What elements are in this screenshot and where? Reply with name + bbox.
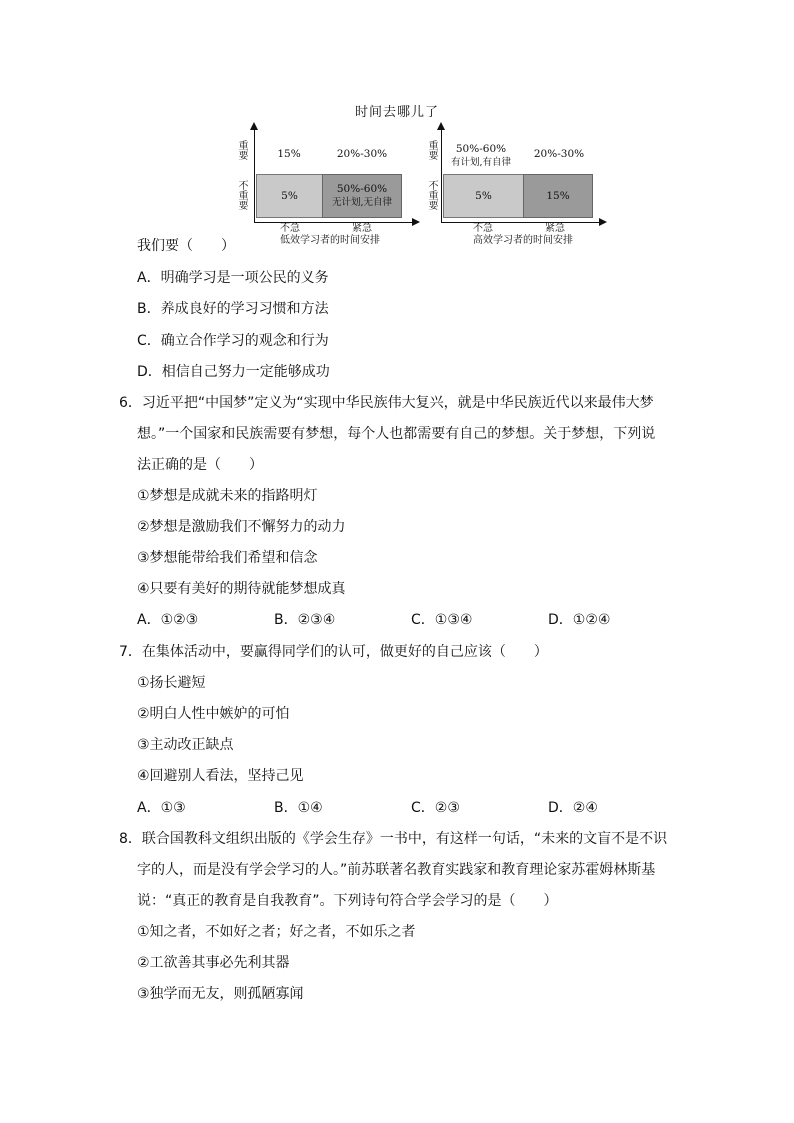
q7-choice-c: C．②③ (411, 800, 460, 816)
cell-note: 无计划,无自律 (331, 197, 393, 208)
cell-value: 50%-60% (455, 143, 507, 155)
q8-stem-line-2: 字的人，而是没有学会学习的人。”前苏联著名教育实践家和教育理论家苏霍姆林斯基 (137, 862, 656, 878)
q6-stem-line-1: 6．习近平把“中国梦”定义为“实现中华民族伟大复兴，就是中华民族近代以来最伟大梦 (119, 395, 654, 411)
right-diagram-caption: 高效学习者的时间安排 (473, 235, 573, 246)
left-diagram-caption: 低效学习者的时间安排 (280, 235, 380, 246)
q6-item-2: ②梦想是激励我们不懈努力的动力 (137, 519, 346, 535)
q7-choice-a: A．①③ (137, 800, 186, 816)
q6-choice-b: B．②③④ (274, 612, 336, 628)
x-axis-arrow (599, 218, 607, 226)
cell-value: 5% (475, 189, 492, 202)
q6-item-4: ④只要有美好的期待就能梦想成真 (137, 581, 346, 597)
q5-option-d: D．相信自己努力一定能够成功 (137, 364, 330, 380)
q7-stem: 7．在集体活动中，要赢得同学们的认可，做更好的自己应该（ ） (119, 644, 548, 660)
y-axis (254, 128, 255, 222)
q5-option-c: C．确立合作学习的观念和行为 (137, 333, 329, 349)
q7-item-2: ②明白人性中嫉妒的可怕 (137, 706, 290, 722)
y-label-unimportant: 不重要 (236, 180, 247, 210)
cell-value: 15% (546, 189, 570, 202)
q6-choice-c: C．①③④ (411, 612, 473, 628)
q8-stem-line-3: 说：“真正的教育是自我教育”。下列诗句符合学会学习的是（ ） (137, 893, 558, 909)
q7-choice-b: B．①④ (274, 800, 323, 816)
cell-value: 50%-60% (336, 183, 388, 195)
q6-choice-a: A．①②③ (137, 612, 199, 628)
cell-important-not-urgent (443, 140, 519, 172)
x-label-urgent: 紧急 (352, 223, 372, 234)
cell-unimportant-urgent (523, 174, 593, 218)
cell-value: 15% (277, 147, 301, 160)
q8-item-2: ②工欲善其事必先利其器 (137, 955, 290, 971)
q8-item-3: ③独学而无友，则孤陋寡闻 (137, 986, 304, 1002)
cell-important-urgent (521, 142, 597, 166)
q6-stem-line-3: 法正确的是（ ） (137, 457, 263, 473)
x-axis-arrow (412, 218, 420, 226)
q6-stem-line-2: 想。”一个国家和民族需要有梦想，每个人也都需要有自己的梦想。关于梦想，下列说 (137, 426, 656, 442)
cell-note: 有计划,有自律 (450, 157, 512, 168)
q7-item-3: ③主动改正缺点 (137, 737, 234, 753)
q6-item-3: ③梦想能带给我们希望和信念 (137, 550, 318, 566)
y-label-important: 重要 (236, 140, 247, 160)
y-label-important: 重要 (426, 140, 437, 160)
cell-important-not-urgent (256, 142, 322, 166)
q5-option-a: A．明确学习是一项公民的义务 (137, 270, 329, 286)
x-label-not-urgent: 不急 (280, 223, 300, 234)
left-time-diagram (230, 120, 420, 250)
cell-value: 20%-30% (533, 147, 585, 160)
q5-option-b: B．养成良好的学习习惯和方法 (137, 301, 329, 317)
cell-unimportant-not-urgent (443, 174, 524, 218)
q7-item-1: ①扬长避短 (137, 675, 206, 691)
q6-choices (137, 610, 685, 630)
q7-choices (137, 798, 685, 818)
cell-unimportant-urgent (322, 174, 402, 218)
cell-unimportant-not-urgent (256, 174, 323, 218)
q7-item-4: ④回避别人看法，坚持己见 (137, 768, 304, 784)
q7-choice-d: D．②④ (548, 800, 598, 816)
cell-value: 20%-30% (336, 147, 388, 160)
y-label-unimportant: 不重要 (426, 180, 437, 210)
y-axis (441, 128, 442, 222)
y-axis-arrow (250, 122, 258, 130)
right-time-diagram (423, 120, 613, 250)
figure-title: 时间去哪儿了 (354, 105, 439, 120)
x-label-urgent: 紧急 (545, 223, 565, 234)
q5-stem: 我们要（ ） (137, 238, 235, 254)
cell-value: 5% (281, 189, 298, 202)
y-axis-arrow (437, 122, 445, 130)
q8-item-1: ①知之者，不如好之者；好之者，不如乐之者 (137, 924, 416, 940)
q8-stem-line-1: 8．联合国教科文组织出版的《学会生存》一书中，有这样一句话，“未来的文盲不是不识 (119, 831, 668, 847)
q6-item-1: ①梦想是成就未来的指路明灯 (137, 488, 318, 504)
cell-important-urgent (322, 142, 402, 166)
x-label-not-urgent: 不急 (473, 223, 493, 234)
q6-choice-d: D．①②④ (548, 612, 611, 628)
